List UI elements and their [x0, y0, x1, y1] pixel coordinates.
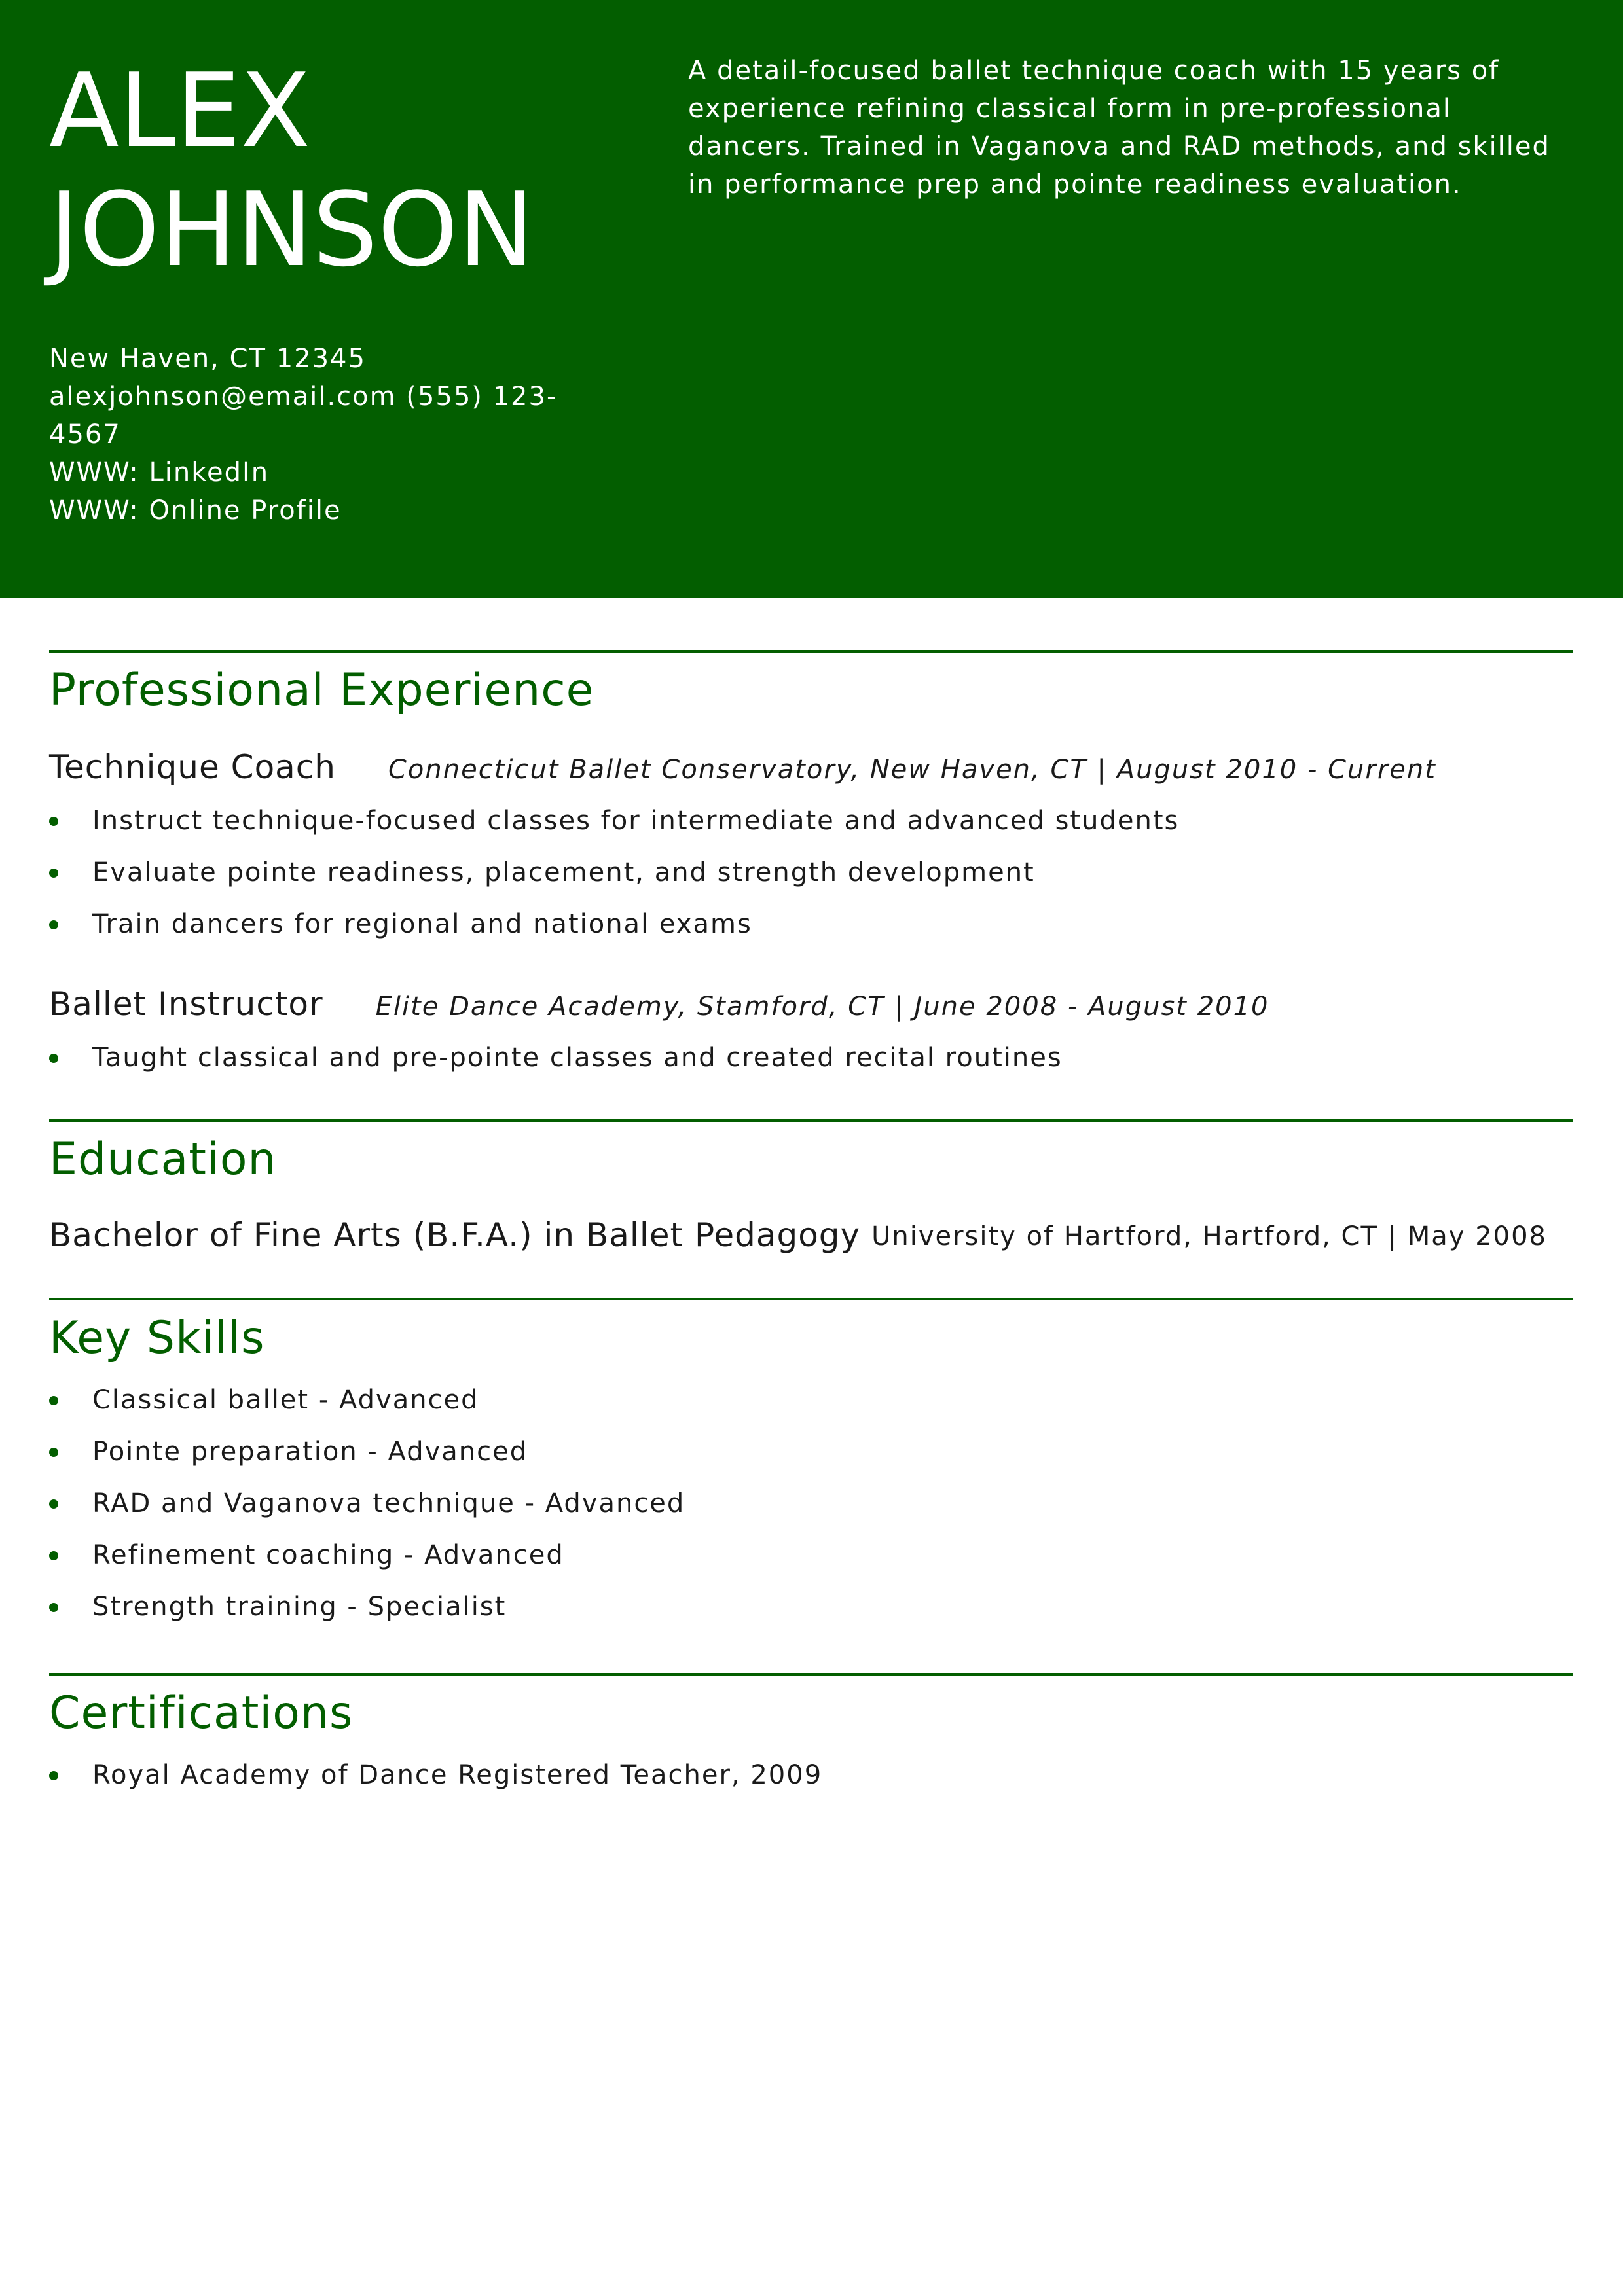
- bullet-dot-icon: [49, 1771, 58, 1780]
- bullet-dot-icon: [49, 1603, 58, 1612]
- candidate-name: [49, 51, 638, 289]
- job-header: [49, 985, 1269, 1023]
- skill-text: Refinement coaching - Advanced: [92, 1540, 564, 1570]
- contact-email-phone[interactable]: alexjohnson@email.com (555) 123-4567: [49, 382, 558, 450]
- bullet-dot-icon: [49, 1499, 58, 1509]
- job-title: Technique Coach: [49, 748, 336, 786]
- header-banner: [0, 0, 1623, 598]
- job-meta: Elite Dance Academy, Stamford, CT | June 2008 - August 2010: [375, 992, 1269, 1022]
- professional-summary: A detail-focused ballet technique coach with 15 years of experience refining classical form in pre-professional dancers. Trained in Vaganova and RAD methods, and skilled in performance prep and pointe readiness evaluation.: [688, 56, 1550, 200]
- list-item: [49, 1478, 685, 1530]
- list-item: [49, 795, 1179, 847]
- contact-online-profile[interactable]: WWW: Online Profile: [49, 495, 342, 526]
- skills-section: [49, 1298, 1573, 1651]
- education-entry: [49, 1216, 1573, 1254]
- bullet-dot-icon: [49, 1448, 58, 1457]
- name-first: ALEX: [49, 51, 311, 170]
- list-item: [49, 1530, 685, 1581]
- certifications-list: [49, 1749, 822, 1801]
- bullet-dot-icon: [49, 1054, 58, 1063]
- bullet-dot-icon: [49, 920, 58, 929]
- section-divider: [49, 650, 1573, 653]
- list-item: [49, 1374, 685, 1426]
- experience-heading: Professional Experience: [49, 664, 594, 716]
- list-item: [49, 1032, 1063, 1084]
- name-last: JOHNSON: [49, 170, 535, 289]
- section-divider: [49, 1119, 1573, 1122]
- list-item: [49, 1581, 685, 1633]
- education-section: [49, 1119, 1573, 1270]
- job-header: [49, 748, 1436, 786]
- skill-text: Classical ballet - Advanced: [92, 1385, 479, 1415]
- skill-text: Strength training - Specialist: [92, 1592, 507, 1622]
- bullet-dot-icon: [49, 1551, 58, 1560]
- section-divider: [49, 1673, 1573, 1676]
- certifications-section: [49, 1673, 1573, 1817]
- bullet-dot-icon: [49, 817, 58, 826]
- skills-heading: Key Skills: [49, 1312, 265, 1364]
- bullet-text: Instruct technique-focused classes for intermediate and advanced students: [92, 806, 1180, 836]
- experience-section: [49, 650, 1573, 1082]
- list-item: [49, 1749, 822, 1801]
- job-bullets: [49, 795, 1179, 950]
- job-meta: Connecticut Ballet Conservatory, New Haven, CT | August 2010 - Current: [388, 755, 1436, 785]
- bullet-text: Evaluate pointe readiness, placement, and strength development: [92, 857, 1035, 888]
- certifications-heading: Certifications: [49, 1687, 354, 1739]
- list-item: [49, 847, 1179, 899]
- skill-text: RAD and Vaganova technique - Advanced: [92, 1488, 685, 1518]
- contact-address: New Haven, CT 12345: [49, 344, 366, 374]
- contact-info: [49, 340, 586, 529]
- list-item: [49, 899, 1179, 950]
- section-divider: [49, 1298, 1573, 1300]
- education-meta: University of Hartford, Hartford, CT | May 2008: [871, 1221, 1547, 1251]
- contact-linkedin[interactable]: WWW: LinkedIn: [49, 457, 270, 488]
- education-heading: Education: [49, 1134, 277, 1185]
- job-bullets: [49, 1032, 1063, 1084]
- job-title: Ballet Instructor: [49, 985, 323, 1023]
- bullet-dot-icon: [49, 1396, 58, 1405]
- skill-text: Pointe preparation - Advanced: [92, 1437, 528, 1467]
- skills-list: [49, 1374, 685, 1633]
- degree-name: Bachelor of Fine Arts (B.F.A.) in Ballet Pedagogy: [49, 1216, 861, 1254]
- bullet-text: Taught classical and pre-pointe classes and created recital routines: [92, 1043, 1063, 1073]
- bullet-dot-icon: [49, 869, 58, 878]
- certification-text: Royal Academy of Dance Registered Teacher, 2009: [92, 1760, 823, 1790]
- bullet-text: Train dancers for regional and national exams: [92, 909, 752, 939]
- list-item: [49, 1426, 685, 1478]
